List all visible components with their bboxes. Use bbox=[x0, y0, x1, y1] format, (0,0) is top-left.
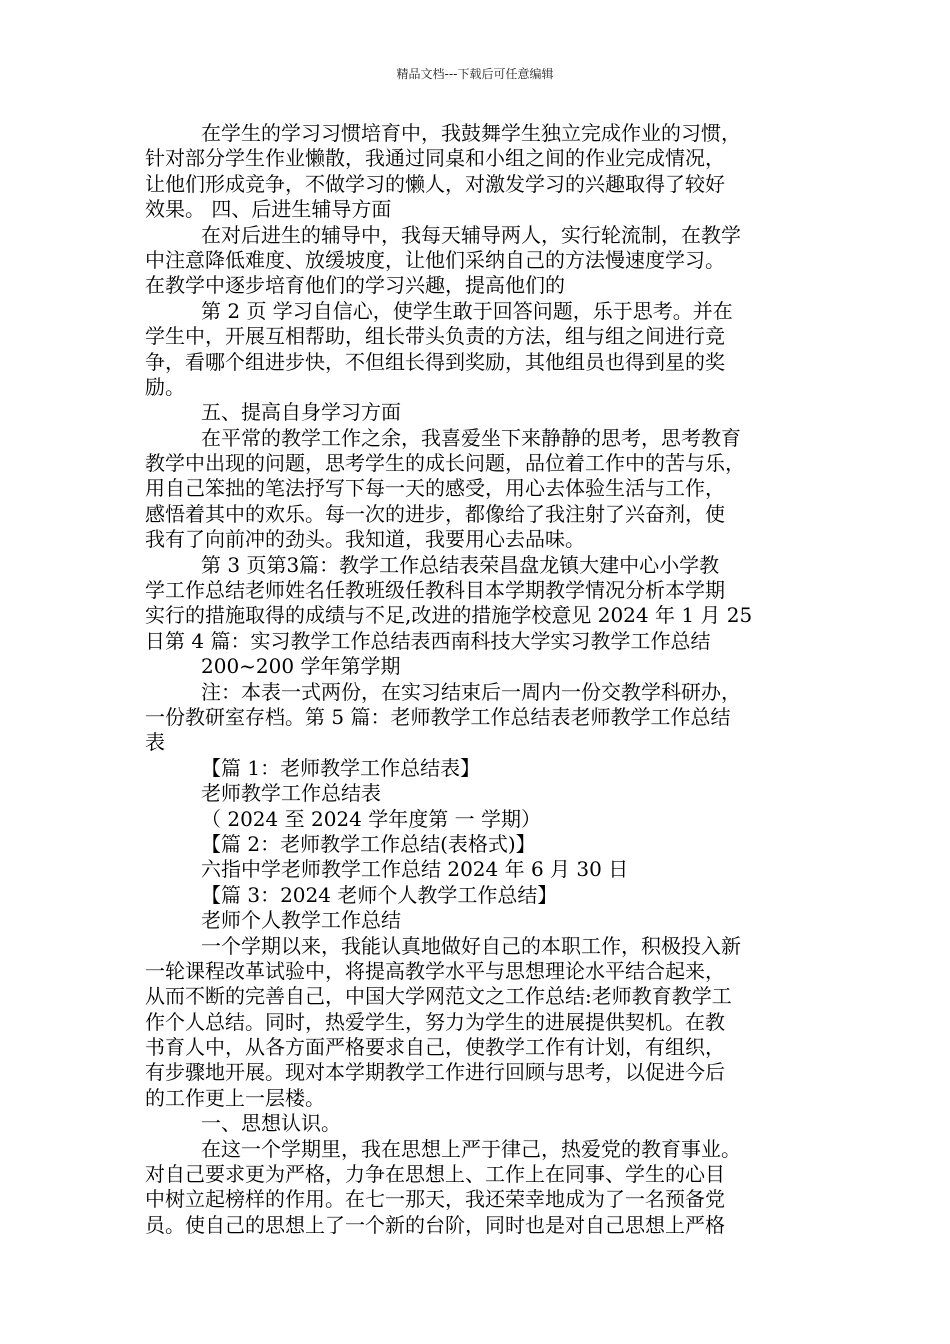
paragraph-line: 对自己要求更为严格，力争在思想上、工作上在同事、学生的心目 bbox=[145, 1162, 725, 1187]
paragraph-line: 实行的措施取得的成绩与不足,改进的措施学校意见 2024 年 1 月 25 bbox=[145, 603, 753, 628]
paragraph-line: 第 2 页 学习自信心，使学生敢于回答问题，乐于思考。并在 bbox=[201, 298, 733, 323]
paragraph-line: 在平常的教学工作之余，我喜爱坐下来静静的思考，思考教育 bbox=[201, 425, 741, 450]
paragraph-line: 励。 bbox=[145, 374, 185, 399]
paragraph-line: 一份教研室存档。第 5 篇：老师教学工作总结表老师教学工作总结 bbox=[145, 704, 731, 729]
paragraph-line: 第 3 页第3篇：教学工作总结表荣昌盘龙镇大建中心小学教 bbox=[201, 552, 720, 577]
paragraph-line: 老师教学工作总结表 bbox=[201, 781, 381, 806]
paragraph-line: 从而不断的完善自己，中国大学网范文之工作总结:老师教育教学工 bbox=[145, 984, 732, 1009]
paragraph-line: 教学中出现的问题，思考学生的成长问题，品位着工作中的苦与乐， bbox=[145, 451, 745, 476]
paragraph-line: 200~200 学年第学期 bbox=[201, 654, 401, 679]
paragraph-line: 一、思想认识。 bbox=[201, 1111, 341, 1136]
paragraph-line: 日第 4 篇：实习教学工作总结表西南科技大学实习教学工作总结 bbox=[145, 628, 711, 653]
paragraph-line: 一轮课程改革试验中，将提高教学水平与思想理论水平结合起来， bbox=[145, 958, 725, 983]
paragraph-line: 员。使自己的思想上了一个新的台阶，同时也是对自己思想上严格 bbox=[145, 1212, 725, 1237]
page-header: 精品文档---下载后可任意编辑 bbox=[396, 67, 554, 81]
paragraph-line: 【篇 1：老师教学工作总结表】 bbox=[201, 755, 481, 780]
paragraph-line: 效果。 四、后进生辅导方面 bbox=[145, 197, 392, 222]
paragraph-line: 我有了向前冲的劲头。我知道，我要用心去品味。 bbox=[145, 527, 585, 552]
paragraph-line: 针对部分学生作业懒散，我通过同桌和小组之间的作业完成情况， bbox=[145, 146, 725, 171]
paragraph-line: 在这一个学期里，我在思想上严于律己，热爱党的教育事业。 bbox=[201, 1136, 741, 1161]
paragraph-line: 五、提高自身学习方面 bbox=[201, 400, 401, 425]
paragraph-line: 老师个人教学工作总结 bbox=[201, 908, 401, 933]
paragraph-line: （ 2024 至 2024 学年度第 一 学期） bbox=[201, 806, 541, 831]
paragraph-line: 学生中，开展互相帮助，组长带头负责的方法，组与组之间进行竞 bbox=[145, 324, 725, 349]
paragraph-line: 有步骤地开展。现对本学期教学工作进行回顾与思考，以促进今后 bbox=[145, 1060, 725, 1085]
document-body bbox=[145, 121, 810, 1238]
paragraph-line: 的工作更上一层楼。 bbox=[145, 1085, 325, 1110]
paragraph-line: 学工作总结老师姓名任教班级任教科目本学期教学情况分析本学期 bbox=[145, 578, 725, 603]
paragraph-line: 在学生的学习习惯培育中，我鼓舞学生独立完成作业的习惯， bbox=[201, 121, 741, 145]
paragraph-line: 一个学期以来，我能认真地做好自己的本职工作，积极投入新 bbox=[201, 933, 741, 958]
paragraph-line: 注：本表一式两份，在实习结束后一周内一份交教学科研办， bbox=[201, 679, 741, 704]
paragraph-line: 用自己笨拙的笔法抒写下每一天的感受，用心去体验生活与工作， bbox=[145, 476, 725, 501]
paragraph-line: 中树立起榜样的作用。在七一那天，我还荣幸地成为了一名预备党 bbox=[145, 1187, 725, 1212]
paragraph-line: 争，看哪个组进步快，不但组长得到奖励，其他组员也得到星的奖 bbox=[145, 349, 725, 374]
paragraph-line: 【篇 2：老师教学工作总结(表格式)】 bbox=[201, 831, 536, 856]
paragraph-line: 作个人总结。同时，热爱学生，努力为学生的进展提供契机。在教 bbox=[145, 1009, 725, 1034]
paragraph-line: 让他们形成竞争，不做学习的懒人，对激发学习的兴趣取得了较好 bbox=[145, 171, 725, 196]
paragraph-line: 六指中学老师教学工作总结 2024 年 6 月 30 日 bbox=[201, 857, 629, 882]
paragraph-line: 在教学中逐步培育他们的学习兴趣，提高他们的 bbox=[145, 273, 565, 298]
paragraph-line: 书育人中，从各方面严格要求自己，使教学工作有计划，有组织， bbox=[145, 1035, 725, 1060]
paragraph-line: 【篇 3：2024 老师个人教学工作总结】 bbox=[201, 882, 558, 907]
paragraph-line: 表 bbox=[145, 730, 165, 755]
paragraph-line: 中注意降低难度、放缓坡度，让他们采纳自己的方法慢速度学习。 bbox=[145, 247, 725, 272]
paragraph-line: 感悟着其中的欢乐。每一次的进步，都像给了我注射了兴奋剂，使 bbox=[145, 501, 725, 526]
paragraph-line: 在对后进生的辅导中，我每天辅导两人，实行轮流制，在教学 bbox=[201, 222, 741, 247]
